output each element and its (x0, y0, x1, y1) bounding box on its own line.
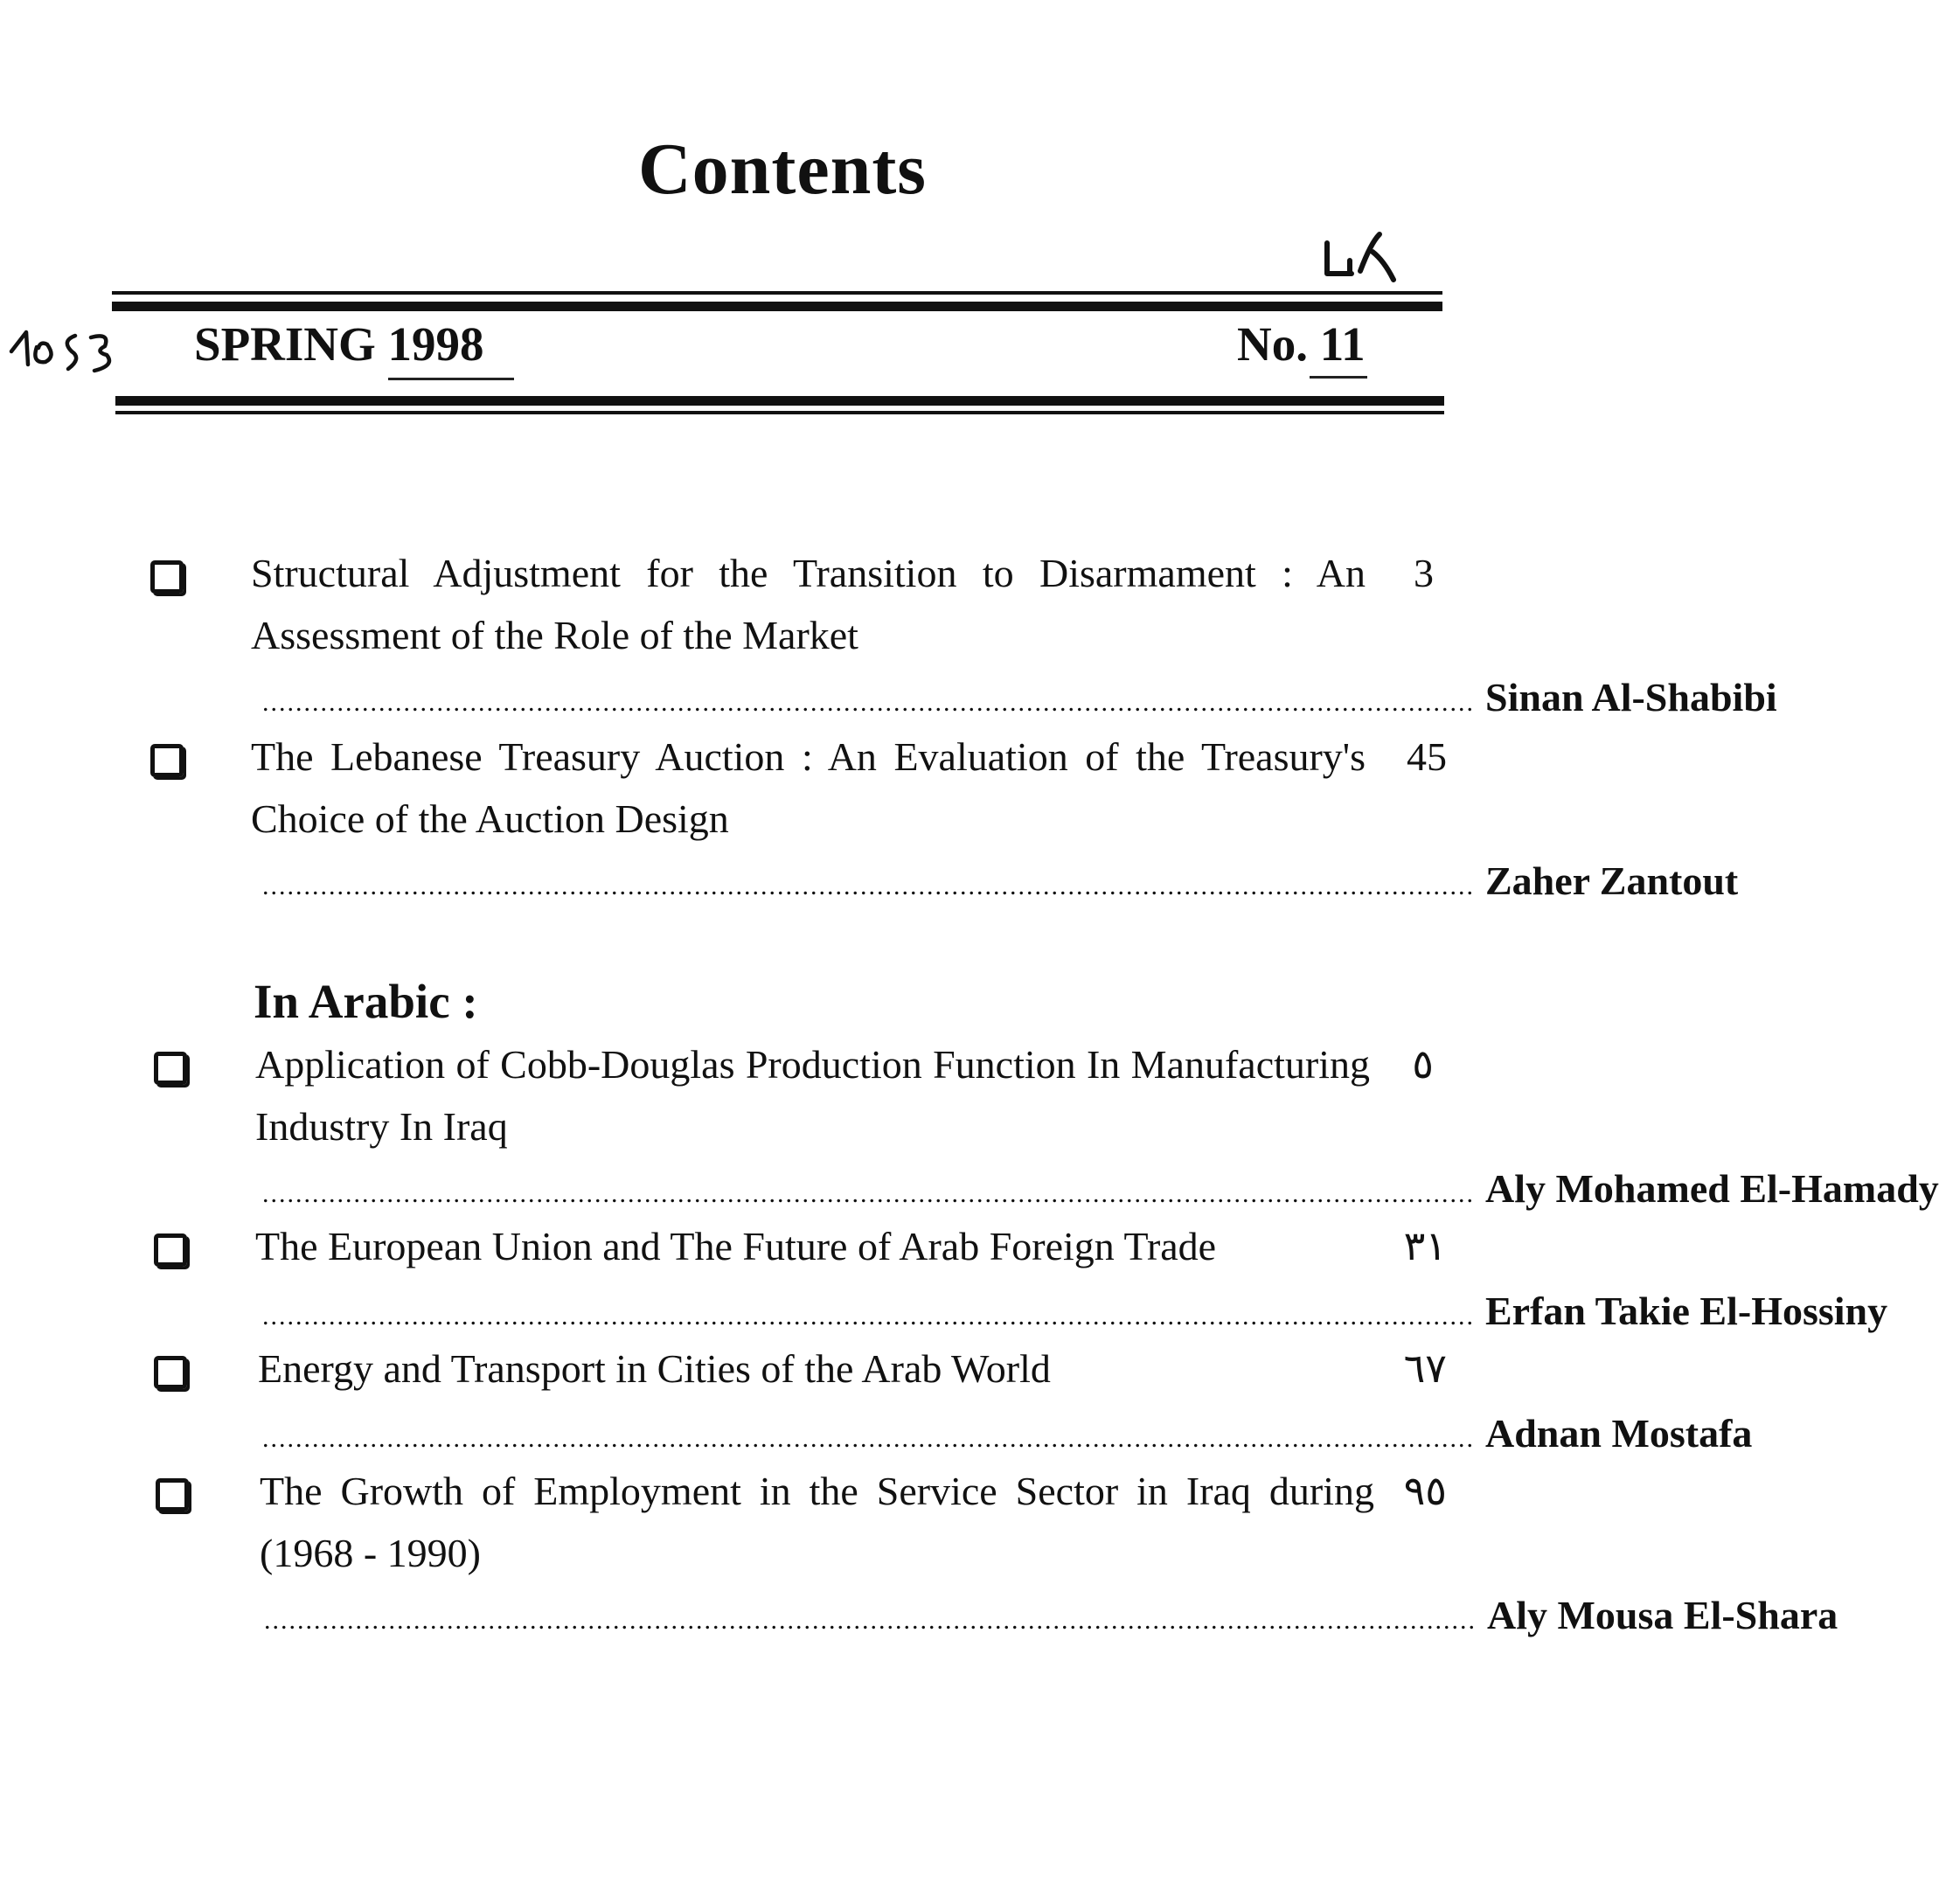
entry-checkbox (154, 1356, 187, 1389)
entry-author: Sinan Al-Shabibi (1485, 675, 1777, 719)
dot-leader: .................................................................................................................................................. (262, 872, 1475, 900)
entry-author-line (262, 666, 1777, 728)
section-heading: In Arabic : (254, 975, 478, 1028)
entry-title: Application of Cobb-Douglas Production Function In Manufacturing Industry In Iraq (255, 1042, 1370, 1149)
entry-title: Energy and Transport in Cities of the Arab World (258, 1346, 1051, 1391)
entry-author: Aly Mousa El-Shara (1487, 1593, 1838, 1637)
issue-season-underline (388, 378, 514, 380)
entry-checkbox (156, 1478, 189, 1511)
entry-title: Structural Adjustment for the Transition to Disarmament : An Assessment of the Role of the Market (251, 551, 1366, 657)
entry-author-line (262, 1402, 1753, 1464)
handwritten-accession-number (7, 325, 138, 378)
entry-page-number: ٦٧ (1403, 1346, 1447, 1391)
issue-season: SPRING 1998 (194, 317, 484, 371)
entry-author: Aly Mohamed El-Hamady (1485, 1166, 1939, 1211)
entry-page-number: ٩٥ (1403, 1469, 1447, 1513)
entry-author: Erfan Takie El-Hossiny (1485, 1289, 1888, 1333)
issue-number-underline (1310, 376, 1367, 379)
entry-author-line (262, 1280, 1888, 1342)
dot-leader: .................................................................................................................................................. (262, 1302, 1475, 1331)
entry-page-number: ٥ (1412, 1042, 1434, 1087)
entry-checkbox (150, 744, 184, 777)
top-rule-thin (112, 291, 1442, 295)
dot-leader: .................................................................................................................................................. (262, 688, 1475, 717)
entry-page-number: 3 (1414, 551, 1434, 595)
entry-checkbox (150, 560, 184, 594)
dot-leader: .................................................................................................................................................. (262, 1179, 1475, 1208)
entry-author-line (262, 850, 1739, 912)
entry-checkbox (154, 1052, 187, 1085)
entry-author: Adnan Mostafa (1485, 1411, 1753, 1456)
entry-author: Zaher Zantout (1485, 858, 1739, 903)
entry-page-number: ٣١ (1403, 1224, 1447, 1268)
page-title: Contents (637, 129, 927, 210)
dot-leader: .................................................................................................................................................. (264, 1606, 1477, 1635)
entry-checkbox (154, 1233, 187, 1267)
entry-title: The Lebanese Treasury Auction : An Evaluation of the Treasury's Choice of the Auction Design (251, 734, 1366, 841)
top-rule-thick (112, 302, 1442, 311)
entry-title: The Growth of Employment in the Service Sector in Iraq during (1968 - 1990) (260, 1469, 1374, 1575)
entry-page-number: 45 (1407, 734, 1447, 779)
dot-leader: .................................................................................................................................................. (262, 1424, 1475, 1453)
entry-author-line (264, 1584, 1838, 1646)
bottom-rule-thick (115, 396, 1444, 406)
issue-number: No. 11 (1237, 317, 1366, 371)
entry-title: The European Union and The Future of Arab Foreign Trade (255, 1224, 1217, 1268)
bottom-rule-thin (115, 411, 1444, 414)
entry-author-line (262, 1157, 1939, 1220)
handwritten-page-note (1318, 226, 1397, 287)
